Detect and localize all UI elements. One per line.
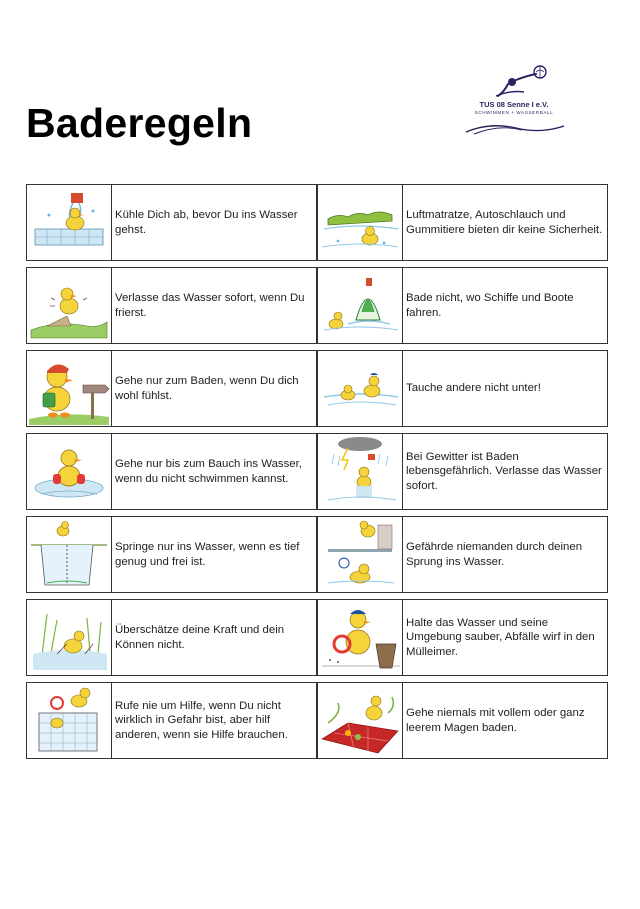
duck-jumping-on-others-icon xyxy=(318,517,402,592)
rule-text: Halte das Wasser und seine Umgebung sauber, Abfälle wirf in den Mülleimer. xyxy=(403,599,608,676)
rule-left-2 xyxy=(26,267,317,344)
rule-text: Bei Gewitter ist Baden lebensgefährlich. Verlasse das Wasser sofort. xyxy=(403,433,608,510)
rule-right-3 xyxy=(317,350,608,427)
table-row xyxy=(26,184,608,261)
rule-left-7 xyxy=(26,682,317,759)
rule-text: Springe nur ins Wasser, wenn es tief genug und frei ist. xyxy=(112,516,317,593)
rule-text: Gehe nur bis zum Bauch ins Wasser, wenn du nicht schwimmen kannst. xyxy=(112,433,317,510)
rule-text: Überschätze deine Kraft und dein Können nicht. xyxy=(112,599,317,676)
rule-text: Gefährde niemanden durch deinen Sprung ins Wasser. xyxy=(403,516,608,593)
boat-and-duck-icon xyxy=(318,268,402,343)
rule-right-1 xyxy=(317,184,608,261)
rule-text: Gehe niemals mit vollem oder ganz leerem Magen baden. xyxy=(403,682,608,759)
rule-right-7 xyxy=(317,682,608,759)
duck-with-trash-bin-icon xyxy=(318,600,402,675)
rule-left-4 xyxy=(26,433,317,510)
page-title: Baderegeln xyxy=(26,100,253,146)
rule-text: Rufe nie um Hilfe, wenn Du nicht wirklich in Gefahr bist, aber hilf anderen, wenn sie Hilfe brauchen. xyxy=(112,682,317,759)
air-mattress-icon xyxy=(318,185,402,260)
rules-table xyxy=(26,184,608,765)
duck-picnic-icon xyxy=(318,683,402,758)
duck-in-water-icon xyxy=(27,434,111,509)
duck-cooling-off-icon xyxy=(27,185,111,260)
duck-in-reeds-icon xyxy=(27,600,111,675)
rule-text: Luftmatratze, Autoschlauch und Gummitiere bieten dir keine Sicherheit. xyxy=(403,184,608,261)
club-logo xyxy=(460,62,570,140)
table-row xyxy=(26,516,608,593)
thunderstorm-icon xyxy=(318,434,402,509)
rule-left-6 xyxy=(26,599,317,676)
rule-left-3 xyxy=(26,350,317,427)
table-row xyxy=(26,267,608,344)
rule-right-4 xyxy=(317,433,608,510)
table-row xyxy=(26,350,608,427)
duck-shivering-icon xyxy=(27,268,111,343)
rule-right-6 xyxy=(317,599,608,676)
rule-left-5 xyxy=(26,516,317,593)
rule-left-1 xyxy=(26,184,317,261)
club-subtitle: SCHWIMMEN + WASSERBALL xyxy=(474,110,554,115)
table-row xyxy=(26,433,608,510)
duck-rescuing-icon xyxy=(27,683,111,758)
table-row xyxy=(26,682,608,759)
ducks-dunking-icon xyxy=(318,351,402,426)
table-row xyxy=(26,599,608,676)
club-name: TUS 08 Senne I e.V. xyxy=(479,100,549,109)
rule-text: Tauche andere nicht unter! xyxy=(403,350,608,427)
rule-text: Gehe nur zum Baden, wenn Du dich wohl fühlst. xyxy=(112,350,317,427)
rule-text: Verlasse das Wasser sofort, wenn Du frierst. xyxy=(112,267,317,344)
rule-right-2 xyxy=(317,267,608,344)
rule-text: Bade nicht, wo Schiffe und Boote fahren. xyxy=(403,267,608,344)
rule-text: Kühle Dich ab, bevor Du ins Wasser gehst. xyxy=(112,184,317,261)
rule-right-5 xyxy=(317,516,608,593)
duck-jumping-depth-icon xyxy=(27,517,111,592)
duck-with-signpost-icon xyxy=(27,351,111,426)
